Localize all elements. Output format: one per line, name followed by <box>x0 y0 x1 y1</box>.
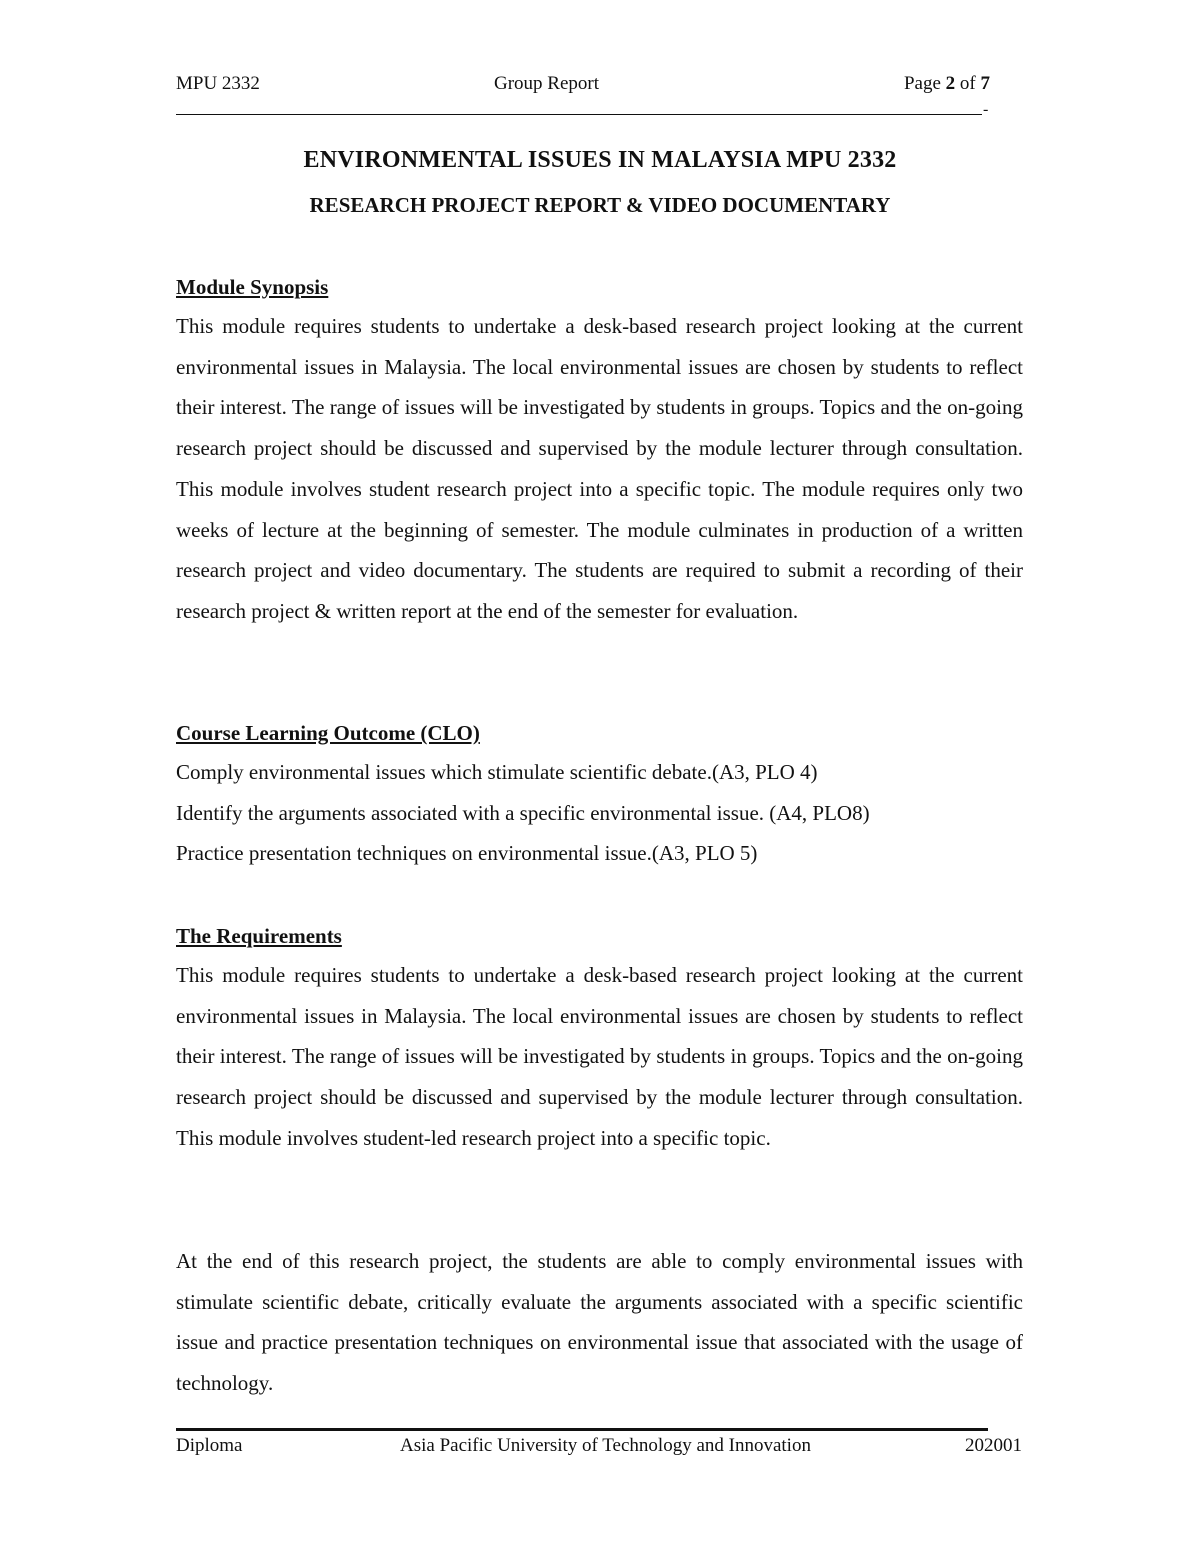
clo-list <box>176 752 1023 874</box>
page-footer <box>176 1432 1022 1460</box>
page-header <box>176 70 990 98</box>
header-report-type: Group Report <box>494 73 600 94</box>
requirements-heading: The Requirements <box>176 924 342 948</box>
header-course-code: MPU 2332 <box>176 73 260 94</box>
clo-item: Identify the arguments associated with a specific environmental issue. (A4, PLO8) <box>176 800 870 825</box>
footer-level: Diploma <box>176 1435 243 1456</box>
document-title: ENVIRONMENTAL ISSUES IN MALAYSIA MPU 2332 <box>303 147 897 173</box>
footer-divider <box>176 1428 988 1431</box>
clo-heading: Course Learning Outcome (CLO) <box>176 721 480 745</box>
module-synopsis-text: This module requires students to undertake a desk-based research project looking at the current environmental issues in Malaysia. The local environmental issues are chosen by students to reflect their interest. The range of issues will be investigated by students in groups. Topics and the on-going research project should be discussed and supervised by the module lecturer through consultation. This module involves student research project into a specific topic. The module requires only two weeks of lecture at the beginning of semester. The module culminates in production of a written research project and video documentary. The students are required to submit a recording of their research project & written report at the end of the semester for evaluation. <box>176 314 1023 623</box>
module-synopsis-heading: Module Synopsis <box>176 275 329 299</box>
requirements-closing-text: At the end of this research project, the students are able to comply environmental issues with stimulate scientific debate, critically evaluate the arguments associated with a specific scientific issue and practice presentation techniques on environmental issue that associated with the usage of technology. <box>176 1249 1023 1396</box>
document-subtitle: RESEARCH PROJECT REPORT & VIDEO DOCUMENTARY <box>309 193 891 217</box>
page-total: 7 <box>980 73 990 94</box>
footer-institution: Asia Pacific University of Technology and Innovation <box>400 1435 811 1456</box>
header-page-number <box>904 70 990 98</box>
page-prefix: Page <box>903 73 946 94</box>
clo-item: Practice presentation techniques on environmental issue.(A3, PLO 5) <box>176 841 758 865</box>
header-dash: - <box>983 101 989 118</box>
page-current: 2 <box>945 73 956 94</box>
header-divider <box>176 114 982 115</box>
page-middle: of <box>955 73 981 94</box>
footer-intake: 202001 <box>965 1435 1022 1456</box>
clo-item: Comply environmental issues which stimulate scientific debate.(A3, PLO 4) <box>176 760 818 784</box>
requirements-text: This module requires students to undertake a desk-based research project looking at the current environmental issues in Malaysia. The local environmental issues are chosen by students to reflect their interest. The range of issues will be investigated by students in groups. Topics and the on-going research project should be discussed and supervised by the module lecturer through consultation. This module involves student-led research project into a specific topic. <box>176 963 1023 1150</box>
